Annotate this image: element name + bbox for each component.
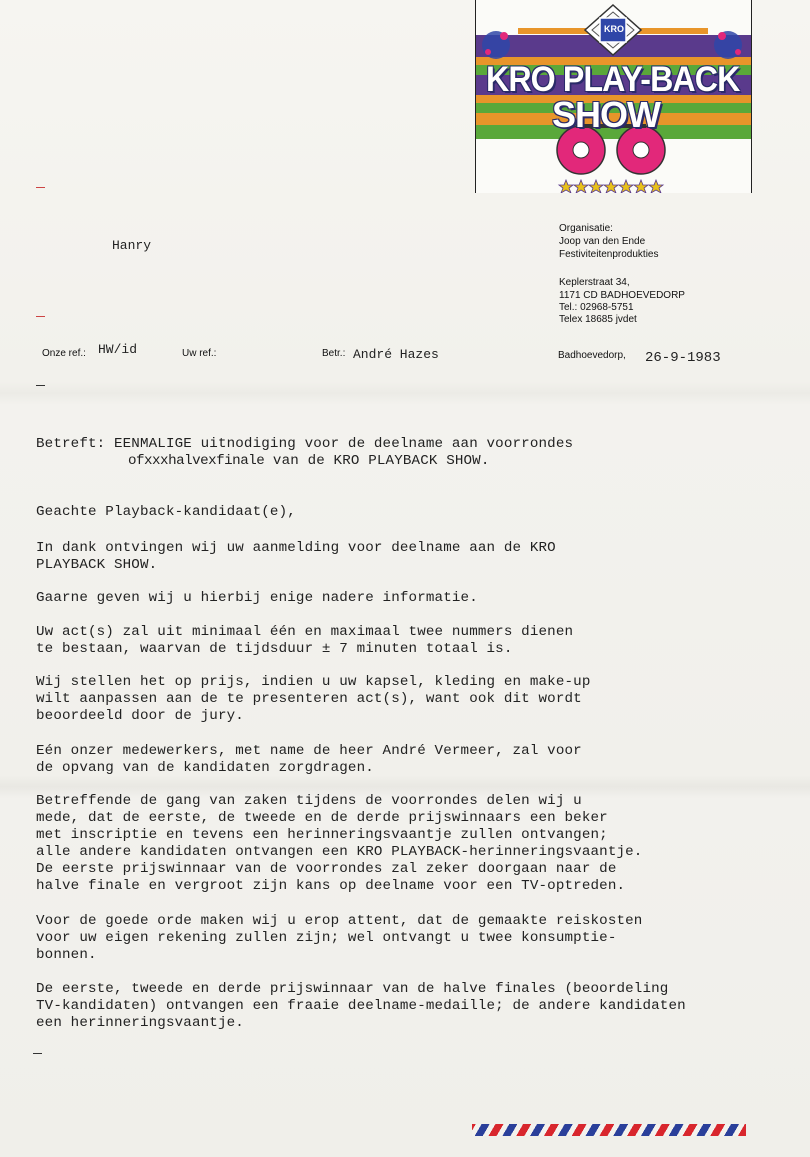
margin-mark — [36, 316, 45, 317]
subject-label: Betr.: — [322, 348, 346, 359]
subject-line2 — [36, 453, 490, 470]
your-ref-label: Uw ref.: — [182, 348, 217, 359]
letter-date: 26-9-1983 — [645, 350, 721, 366]
emblem-text: KRO — [604, 24, 624, 34]
recipient-name: Hanry — [112, 238, 152, 253]
paragraph-2: Gaarne geven wij u hierbij enige nadere informatie. — [36, 590, 478, 606]
subject-line1: Betreft: EENMALIGE uitnodiging voor de deelname aan voorrondes — [36, 436, 574, 452]
paragraph-3: Uw act(s) zal uit minimaal één en maximaal twee nummers dienen te bestaan, waarvan de tijdsduur ± 7 minuten totaal is. — [36, 624, 574, 657]
salutation: Geachte Playback-kandidaat(e), — [36, 504, 296, 520]
airmail-stripe — [472, 1124, 746, 1136]
place-label: Badhoevedorp, — [558, 350, 626, 361]
org-name-line1: Joop van den Ende — [559, 236, 646, 247]
paragraph-8: De eerste, tweede en derde prijswinnaar van de halve finales (beoordeling TV-kandidaten) ontvangen een fraaie deelname-medaille; de andere kandidaten een herinneringsvaantje. — [36, 981, 686, 1031]
paragraph-1: In dank ontvingen wij uw aanmelding voor deelname aan de KRO PLAYBACK SHOW. — [36, 540, 556, 573]
logo-title-line2: SHOW — [552, 94, 660, 135]
margin-mark — [33, 1053, 42, 1054]
margin-mark — [36, 385, 45, 386]
paragraph-7: Voor de goede orde maken wij u erop attent, dat de gemaakte reiskosten voor uw eigen rekening zullen zijn; wel ontvangt u twee konsumptie- bonnen. — [36, 913, 643, 963]
org-street: Keplerstraat 34, — [559, 277, 630, 288]
our-ref-label: Onze ref.: — [42, 348, 86, 359]
letterhead-logo — [475, 0, 752, 193]
struck-text: ofxxxhalvexfinale — [128, 453, 265, 469]
org-phone: Tel.: 02968-5751 — [559, 302, 634, 313]
logo-title-line1: KRO PLAY-BACK — [486, 60, 740, 99]
paragraph-5: Eén onzer medewerkers, met name de heer André Vermeer, zal voor de opvang van de kandidaten zorgdragen. — [36, 743, 582, 776]
our-ref-value: HW/id — [98, 342, 138, 357]
margin-mark — [36, 187, 45, 188]
paragraph-4: Wij stellen het op prijs, indien u uw kapsel, kleding en make-up wilt aanpassen aan de te presenteren act(s), want ook dit wordt beoordeeld door de jury. — [36, 674, 591, 724]
subject-value: André Hazes — [353, 347, 439, 362]
org-name-line2: Festiviteitenprodukties — [559, 249, 659, 260]
org-city: 1171 CD BADHOEVEDORP — [559, 290, 685, 301]
org-telex: Telex 18685 jvdet — [559, 314, 637, 325]
subject-line2-rest: van de KRO PLAYBACK SHOW. — [264, 453, 490, 469]
org-heading: Organisatie: — [559, 223, 613, 234]
paragraph-6: Betreffende de gang van zaken tijdens de voorrondes delen wij u mede, dat de eerste, de tweede en de derde prijswinnaars een beker met inscriptie en tevens een herinneringsvaantje zullen ontvangen; alle andere kandidaten ontvangen een KRO PLAYBACK-herinneringsvaantje. De eerste prijswinnaar van de voorrondes zal zeker doorgaan naar de halve finale en vergroot zijn kans op deelname voor een TV-optreden. — [36, 793, 643, 894]
